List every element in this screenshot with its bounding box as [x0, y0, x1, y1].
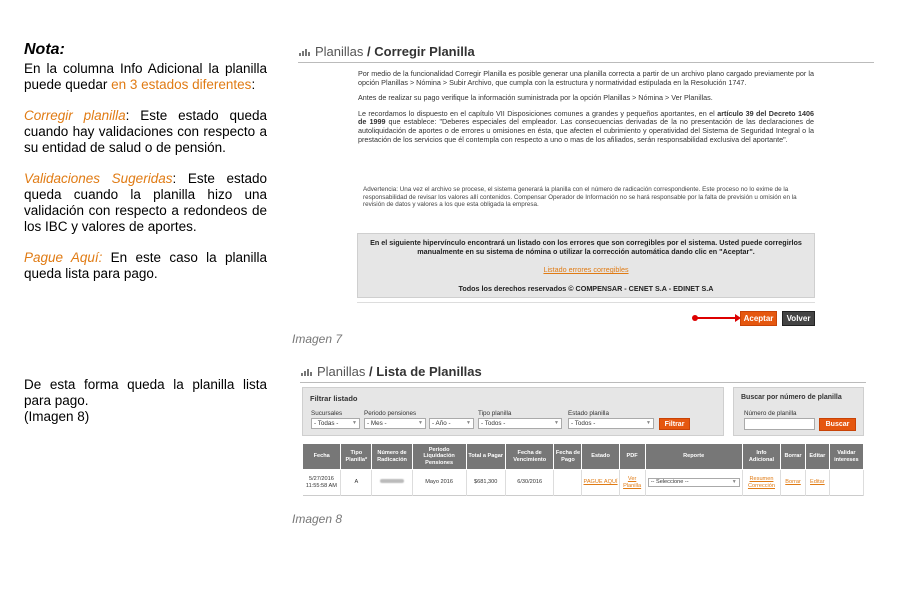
advertencia-text: Advertencia: Una vez el archivo se procese, el sistema generará la planilla con el número de radicación correspondiente. Este proceso no lo exime de la responsabilidad de revisar los valores allí contenidos. Compensar Operador de Información no se hará responsable por la falta de previsión u omisión en la revisión de datos y valores a los que esta obligada la empresa. — [363, 186, 797, 209]
filter-button[interactable]: Filtrar — [659, 418, 690, 430]
search-title: Buscar por número de planilla — [741, 394, 842, 401]
title-section: Planillas — [317, 364, 366, 379]
estado-label: Estado planilla — [568, 410, 609, 417]
note-validaciones-term: Validaciones Sugeridas — [24, 171, 173, 186]
back-button[interactable]: Volver — [782, 311, 815, 326]
chevron-down-icon: ▼ — [646, 420, 651, 426]
mes-select[interactable] — [364, 418, 426, 429]
info-box — [357, 233, 815, 298]
intro-para-3 — [358, 110, 814, 144]
intro-para-3a: Le recordamos lo dispuesto en el capítulo VII Disposiciones comunes a grandes y pequeños aportantes, en el — [358, 108, 718, 118]
cell-pdf — [619, 470, 645, 496]
chevron-down-icon: ▼ — [554, 420, 559, 426]
cell-fecha-pago — [554, 470, 582, 496]
anio-value: - Año - — [432, 420, 451, 427]
reporte-value: -- Seleccione -- — [650, 479, 689, 485]
title-sep: / — [363, 44, 375, 59]
note-corregir-text: : Este estado queda cuando hay validaciones con respecto a su entidad de salud o de pensión. — [24, 108, 267, 155]
intro-para-1: Por medio de la funcionalidad Corregir Planilla es posible generar una planilla correcta a partir de un archivo plano cargado previamente por la opción Planillas > Nómina > Subir Archivo, que cumpla con la estructura y normatividad estipulada en la Resolución 1747. — [358, 69, 814, 87]
col-borrar: Borrar — [781, 444, 806, 470]
cell-editar — [805, 470, 829, 496]
col-fecha-pago: Fecha de Pago — [554, 444, 582, 470]
periodo-label: Periodo pensiones — [364, 410, 417, 417]
sucursales-value: - Todas - — [314, 420, 339, 427]
note-pague-term: Pague Aquí: — [24, 250, 103, 265]
cell-radicacion — [372, 470, 412, 496]
errores-link[interactable]: Listado errores corregibles — [543, 265, 629, 274]
col-pdf: PDF — [619, 444, 645, 470]
note-lista-ref: (Imagen 8) — [24, 409, 90, 424]
cell-vencimiento: 6/30/2016 — [505, 470, 554, 496]
pague-aqui-link[interactable]: PAGUE AQUÍ — [583, 479, 618, 486]
col-radicacion: Número de Radicación — [372, 444, 412, 470]
title-sep: / — [365, 364, 377, 379]
note-intro-highlight: en 3 estados diferentes — [111, 77, 252, 92]
accept-button[interactable]: Aceptar — [740, 311, 777, 326]
tipo-select[interactable] — [478, 418, 562, 429]
info-box-text: En el siguiente hipervínculo encontrará un listado con los errores que son corregibles por el sistema. Usted puede corregirlos manualmente en su sistema de nómina o utilizar la corrección automática dando clic en "Aceptar". — [370, 238, 802, 256]
sucursales-select[interactable] — [311, 418, 360, 429]
bars-icon — [299, 48, 311, 56]
cell-total: $681,300 — [466, 470, 505, 496]
cell-periodo: Mayo 2016 — [412, 470, 466, 496]
caption-imagen-8: Imagen 8 — [292, 512, 343, 526]
table-header-row — [303, 444, 864, 470]
cell-fecha: 5/27/2016 11:55:58 AM — [303, 470, 341, 496]
arrow-pointer-icon — [695, 317, 737, 319]
note-validaciones — [24, 171, 267, 235]
notes-column — [24, 42, 267, 297]
estado-select[interactable] — [568, 418, 654, 429]
title-page: Lista de Planillas — [376, 364, 482, 379]
search-button[interactable]: Buscar — [819, 418, 856, 431]
chevron-down-icon: ▼ — [466, 420, 471, 426]
col-editar: Editar — [805, 444, 829, 470]
note-pague-text: En este caso la planilla queda lista para pago. — [24, 250, 267, 281]
cell-reporte — [645, 470, 742, 496]
title-divider — [298, 62, 874, 63]
estado-value: - Todos - — [571, 420, 596, 427]
note-intro-text: En la columna Info Adicional la planilla puede quedar — [24, 61, 267, 92]
caption-imagen-7: Imagen 7 — [292, 332, 343, 346]
chevron-down-icon: ▼ — [731, 479, 737, 485]
reporte-select[interactable] — [648, 478, 740, 487]
cell-validar — [829, 470, 863, 496]
col-reporte: Reporte — [645, 444, 742, 470]
cell-estado — [582, 470, 619, 496]
intro-para-2: Antes de realizar su pago verifique la información suministrada por la opción Planillas > Nómina > Ver Planillas. — [358, 93, 713, 103]
col-info: Info Adicional — [742, 444, 780, 470]
col-total: Total a Pagar — [466, 444, 505, 470]
ver-planilla-link[interactable]: Ver Planilla — [623, 476, 642, 489]
planillas-table — [302, 443, 864, 496]
col-tipo: Tipo Planilla* — [341, 444, 372, 470]
table-row — [303, 470, 864, 496]
planilla-number-input[interactable] — [744, 418, 815, 430]
cell-info — [742, 470, 780, 496]
tipo-label: Tipo planilla — [478, 410, 512, 417]
intro-para-3c: que establece: "Deberes especiales del empleador. Las consecuencias derivadas de la no presentación de las declaraciones de autoliquidación de aportes o de errores u omisiones en ésta, que afecten el cubrimiento y operatividad del Sistema de Seguridad Integral o la prestación de los servicios que él contempla con respecto a uno o mas de los afiliados, serán responsabilidad exclusiva del aportante". — [358, 117, 815, 144]
title-page: Corregir Planilla — [374, 44, 475, 59]
col-fecha: Fecha — [303, 444, 341, 470]
note-intro-colon: : — [251, 77, 256, 92]
filter-title: Filtrar listado — [310, 394, 358, 403]
corregir-description — [358, 70, 814, 151]
col-validar: Validar intereses — [829, 444, 863, 470]
cell-tipo: A — [341, 470, 372, 496]
buttons-divider — [357, 302, 815, 303]
copyright-text: Todos los derechos reservados © COMPENSAR - CENET S.A - EDINET S.A — [458, 283, 714, 293]
anio-select[interactable] — [429, 418, 474, 429]
resumen-correccion-link[interactable]: Resumen Corrección — [747, 476, 775, 489]
sucursales-label: Sucursales — [311, 410, 343, 417]
title-section: Planillas — [315, 44, 364, 59]
note-lista-text: De esta forma queda la planilla lista para pago. — [24, 377, 267, 408]
mes-value: - Mes - — [367, 420, 387, 427]
lista-page-title — [301, 364, 482, 379]
filter-panel — [302, 387, 724, 436]
redacted-number — [380, 479, 404, 483]
col-periodo: Periodo Liquidación Pensiones — [412, 444, 466, 470]
chevron-down-icon: ▼ — [352, 420, 357, 426]
note-corregir — [24, 108, 267, 156]
corregir-page-title — [299, 44, 475, 59]
chevron-down-icon: ▼ — [418, 420, 423, 426]
search-panel — [733, 387, 864, 436]
note-title: Nota: — [24, 41, 65, 58]
bars-icon — [301, 368, 313, 376]
notes-lista — [24, 377, 267, 425]
note-validaciones-text: : Este estado queda cuando la planilla hizo una validación con respecto a redondeos de los IBC y valores de aportes. — [24, 171, 267, 234]
intro-para-3b: artículo 39 del Decreto 1406 de 1999 — [358, 108, 814, 127]
search-label: Número de planilla — [744, 410, 797, 417]
title-divider — [300, 382, 866, 383]
editar-link[interactable]: Editar — [810, 479, 825, 486]
col-vencimiento: Fecha de Vencimiento — [505, 444, 554, 470]
note-intro — [24, 61, 267, 93]
borrar-link[interactable]: Borrar — [785, 479, 801, 486]
col-estado: Estado — [582, 444, 619, 470]
tipo-value: - Todos - — [481, 420, 506, 427]
note-corregir-term: Corregir planilla — [24, 108, 126, 123]
note-pague — [24, 250, 267, 282]
cell-borrar — [781, 470, 806, 496]
